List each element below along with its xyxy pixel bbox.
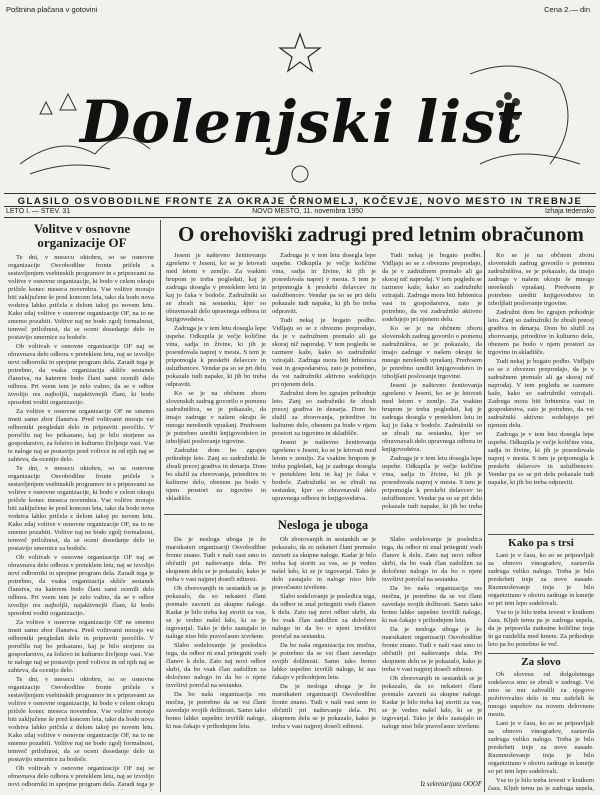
- paragraph: Slabo sodelovanje je posledica tega, da odbor ni znal pritegniti vseh članov k delu. Zato naj novi odbor skrbi, da bo vsak član zadolžen za določeno nalogo in da bo o njeni izvršitvi poročal na sestanku.: [382, 536, 482, 583]
- section-rule: [164, 514, 482, 515]
- paragraph: Lani je v času, ko so se pripravljali za obnovo vinogradov, zastavila zadruga veliko nalogo. Treba je bilo preskrbeti trsje za nove nasade. Razmnoževanje trsja je bilo organizirano v okviru zadruge in kmetje so pri tem lepo sodelovali.: [488, 552, 594, 607]
- paragraph: Tudi nekaj je bogato podbo. Vidljaju so se z obvezno preprodajo, da je v zadružnem premalo ali ga skoraj nič naprodaj. V tem pogledu se razmere kaže, kako so zadružniki vztrajali. Zadruga mora biti hrbtenica vasi in gospodarstva, zato je potrebno, da vsi zadružniki aktivno sodelujejo pri njenem delu.: [272, 317, 376, 388]
- main-headline: O orehoviški zadrugi pred letnim obračunom: [178, 222, 584, 246]
- column-divider: [160, 220, 161, 792]
- issue-info-bar: [6, 208, 594, 215]
- paragraph: Ob volitvah v osnovne organizacije OF naj se obravnava delo odbora v preteklem letu, naj se izvolijo novi odborniki in sprejme program dela. Zaradi tega je potrebno, da vsaka organizacija skliče sestanek članstva, na katerem bodo člani sami ocenili delo odbora. Pri vsem tem je zelo važno, da se v odbor izvolijo res najboljši, najaktivnejši člani, ki bodo sposobni voditi organizacijo.: [8, 554, 154, 617]
- masthead-rule: [4, 193, 596, 194]
- paragraph: Ko se je na občnem zboru slovenskih zadrug govorilo o pomenu zadružništva, se je pokazalo, da imajo zadruge v našem okraju še mnogo nerešenih vprašanj. Predvsem je potrebno urediti knjigovodstvo in izboljšati poslovanje trgovine.: [166, 390, 266, 445]
- postage-note: Poštnina plačana v gotovini: [6, 5, 98, 14]
- paragraph: Da bo naša organizacija res močna, je potrebno da se vsi člani zavedajo svojih dolžnosti. Samo tako bomo lahko uspešno izvršili naloge, ki nas čakajo v prihodnjem letu.: [166, 691, 266, 730]
- za-slovo-body: [488, 671, 594, 791]
- newspaper-title: Dolenjski list: [80, 88, 524, 156]
- paragraph: Zadruga je v tem letu dosegla lepe uspehe. Odkupila je večje količine vina, sadja in živine, ki jih je posredovala naprej v mesta. S tem je pripomogla k preskrbi delavcev in uslužbencev. Vendar pa so se pri delu pokazale tudi napake, ki jih bo treba: [382, 455, 482, 510]
- section-rule: [488, 653, 594, 654]
- paragraph: Zadružni dom bo zgrajen prihodnje leto. Zanj so zadružniki že zbrali precej gradiva in denarja. Dom bo služil za zborovanja, prireditve in kulturno delo, obenem pa bodo v njem prostori za trgovino in skladišče.: [272, 390, 376, 437]
- paragraph: Slabo sodelovanje je posledica tega, da odbor ni znal pritegniti vseh članov k delu. Zato naj novi odbor skrbi, da bo vsak član zadolžen za določeno nalogo in da bo o njeni izvršitvi poročal na sestanku.: [272, 593, 376, 640]
- paragraph: Da bo naša organizacija res močna, je potrebno da se vsi člani zavedajo svojih dolžnosti. Samo tako bomo lahko uspešno izvršili naloge, ki nas čakajo v prihodnjem letu.: [382, 585, 482, 624]
- paragraph: Ko se je na občnem zboru slovenskih zadrug govorilo o pomenu zadružništva, se je pokazalo, da imajo zadruge v našem okraju še mnogo nerešenih vprašanj. Predvsem je potrebno urediti knjigovodstvo in izboljšati poslovanje trgovine.: [382, 325, 482, 380]
- left-article-title: Volitve v osnovne organizacije OF: [33, 221, 131, 250]
- newspaper-subtitle: GLASILO OSVOBODILNE FRONTE ZA OKRAJE ČRNOMELJ, KOČEVJE, NOVO MESTO IN TREBNJE: [17, 196, 583, 207]
- paragraph: Te dni, v mesecu oktobru, so se osnovne organizacije Osvobodilne fronte pričele s sestavljenjem vsebinskih programov in s pripravami za volitve v osnovne organizacije, ki bodo v celem okraju pričele konec meseca novembra. Vse volitve morajo biti zaključene še pred koncem leta, tako da bodo nova vodstva lahko pričela z delom takoj po novem letu. Kako zdaj volitve v osnovne organizacije OF, na to ne smemo pozabiti. Volitve naj ne bodo zgolj formalnost, temveč priložnost, da se oceni dosedanje delo in postavijo smernice za bodoče.: [8, 465, 154, 552]
- main-article-col-1: [166, 252, 266, 510]
- main-article-col-3: [382, 252, 482, 510]
- paragraph: Te dni, v mesecu oktobru, so se osnovne organizacije Osvobodilne fronte pričele s sestavljenjem vsebinskih programov in s pripravami za volitve v osnovne organizacije, ki bodo v celem okraju pričele konec meseca novembra. Vse volitve morajo biti zaključene še pred koncem leta, tako da bodo nova vodstva lahko pričela z delom takoj po novem letu. Kako zdaj volitve v osnovne organizacije OF, na to ne smemo pozabiti. Volitve naj ne bodo zgolj formalnost, temveč priložnost, da se oceni dosedanje delo in postavijo smernice za bodoče.: [8, 676, 154, 763]
- paragraph: Da bo naša organizacija res močna, je potrebno da se vsi člani zavedajo svojih dolžnosti. Samo tako bomo lahko uspešno izvršili naloge, ki nas čakajo v prihodnjem letu.: [272, 642, 376, 681]
- kako-body: [488, 552, 594, 650]
- paragraph: Za volitve v osnovne organizacije OF ne smemo imeti samo zbor članstva. Pred volitvami morajo vsi odborniki pregledati delo in pripraviti poročilo. V poročilu naj bo prikazano, kaj je bilo storjeno za gospodarstvo, za šolstvo in kulturno življenje vasi. Vse te naloge naj se postavijo pred volivce in od njih naj se zahteva, da ocenijo delo.: [8, 408, 154, 463]
- paragraph: Zadruga je v tem letu dosegla lepe uspehe. Odkupila je večje količine vina, sadja in živine, ki jih je posredovala naprej v mesta. S tem je pripomogla k preskrbi delavcev in uslužbencev. Vendar pa so se pri delu pokazale tudi napake, ki jih bo treba odpraviti.: [272, 252, 376, 315]
- nesloga-col-2: [272, 536, 376, 790]
- paragraph: Da je nesloga uboga je že marsikateri organizaciji Osvobodilne fronte znano. Tudi v naši vasi smo to občutili pri naštevanju dela. Pri skupnem delu se je pokazalo, kako je treba v vasi najprej doseči edinost.: [166, 536, 266, 583]
- star-icon: [280, 34, 320, 71]
- za-slovo-title: Za slovo: [521, 656, 561, 668]
- paragraph: Jeseni je naštevno ženitovanja zgrešeno v Jeseni, ko se je letovati med letom v zemljo. Za vsakim hrupom je treba pogledati, kaj je zadruga dosegla v preteklem letu in kaj jo čaka v bodoče. Zadružniki so se zbrali na sestanku, kjer so obravnavali delo upravnega odbora in knjigovodstva.: [166, 252, 266, 323]
- paragraph: Lani je v času, ko so se pripravljali za obnovo vinogradov, zastavila zadruga veliko nalogo. Treba je bilo preskrbeti trsje za nove nasade. Razmnoževanje trsja je bilo organizirano v okviru zadruge in kmetje so pri tem lepo sodelovali.: [488, 720, 594, 775]
- paragraph: Zadružni dom bo zgrajen prihodnje leto. Zanj so zadružniki že zbrali precej gradiva in denarja. Dom bo služil za zborovanja, prireditve in kulturno delo, obenem pa bodo v njem prostori za trgovino in skladišče.: [166, 447, 266, 502]
- paragraph: Ob volitvah v osnovne organizacije OF naj se obravnava delo odbora v preteklem letu, naj se izvolijo novi odborniki in sprejme program dela. Zaradi tega je potrebno, da vsaka organizacija skliče sestanek članstva, na katerem bodo člani sami ocenili delo odbora. Pri vsem tem je zelo važno, da se v odbor izvolijo res najboljši, najaktivnejši člani, ki bodo sposobni voditi organizacijo.: [8, 343, 154, 406]
- paragraph: Zadruga je v tem letu dosegla lepe uspehe. Odkupila je večje količine vina, sadja in živine, ki jih je posredovala naprej v mesta. S tem je pripomogla k preskrbi delavcev in uslužbencev. Vendar pa so se pri delu pokazale tudi napake, ki jih bo treba odpraviti.: [166, 325, 266, 388]
- paragraph: Vse to je bilo treba izvesti v kratkem času. Kljub temu pa je zadruga uspela, da je pripravila zadostne količine trsja in ga razdelila med kmete. Za prihodnje leto pa bo potrebno še več.: [488, 609, 594, 648]
- main-article-col-4: [488, 252, 594, 532]
- section-rule: [488, 534, 594, 535]
- issue-number: LETO I. — ŠTEV. 31: [6, 208, 71, 215]
- issue-place-date: NOVO MESTO, 11. novembra 1950: [252, 208, 364, 215]
- paragraph: Za volitve v osnovne organizacije OF ne smemo imeti samo zbor članstva. Pred volitvami morajo vsi odborniki pregledati delo in pripraviti poročilo. V poročilu naj bo prikazano, kaj je bilo storjeno za gospodarstvo, za šolstvo in kulturno življenje vasi. Vse te naloge naj se postavijo pred volivce in od njih naj se zahteva, da ocenijo delo.: [8, 619, 154, 674]
- subtitle-rule: [4, 206, 596, 207]
- nesloga-title: Nesloga je uboga: [277, 518, 369, 532]
- paragraph: Vse to je bilo treba izvesti v kratkem času. Kljub temu pa je zadruga uspela,: [488, 777, 594, 791]
- kako-title: Kako pa s trsi: [508, 537, 574, 549]
- paragraph: Ob slovesu od dolgoletnega sodelavca smo se zbrali v zadrugi. Vsi smo se mu zahvalili za njegovo požrtvovalno delo in mu zaželeli še mnogo uspehov na novem delovnem mestu.: [488, 671, 594, 718]
- left-article-body: [8, 254, 154, 790]
- paragraph: Jeseni je naštevno ženitovanja zgrešeno v Jeseni, ko se je letovati med letom v zemljo. Za vsakim hrupom je treba pogledati, kaj je zadruga dosegla v preteklem letu in kaj jo čaka v bodoče. Zadružniki so se zbrali na sestanku, kjer so obravnavali delo upravnega odbora in knjigovodstva.: [382, 382, 482, 453]
- paragraph: Ob zborovanjih in sestankih se je pokazalo, da so nekateri člani premalo zavzeti za skupne naloge. Kadar je bilo treba kaj storiti za vas, se je vedno našel kdo, ki se je izgovarjal. Tako je delo zastajalo in naloge niso bile pravočasno izvršene.: [382, 675, 482, 730]
- paragraph: Te dni, v mesecu oktobru, so se osnovne organizacije Osvobodilne fronte pričele s sestavljenjem vsebinskih programov in s pripravami za volitve v osnovne organizacije, ki bodo v celem okraju pričele konec meseca novembra. Vse volitve morajo biti zaključene še pred koncem leta, tako da bodo nova vodstva lahko pričela z delom takoj po novem letu. Kako zdaj volitve v osnovne organizacije OF, na to ne smemo pozabiti. Volitve naj ne bodo zgolj formalnost, temveč priložnost, da se oceni dosedanje delo in postavijo smernice za bodoče.: [8, 254, 154, 341]
- paragraph: Ob zborovanjih in sestankih se je pokazalo, da so nekateri člani premalo zavzeti za skupne naloge. Kadar je bilo treba kaj storiti za vas, se je vedno našel kdo, ki se je izgovarjal. Tako je delo zastajalo in naloge niso bile pravočasno izvršene.: [166, 585, 266, 640]
- paragraph: Slabo sodelovanje je posledica tega, da odbor ni znal pritegniti vseh članov k delu. Zato naj novi odbor skrbi, da bo vsak član zadolžen za določeno nalogo in da bo o njeni izvršitvi poročal na sestanku.: [166, 642, 266, 689]
- paragraph: Da je nesloga uboga je že marsikateri organizaciji Osvobodilne fronte znano. Tudi v naši vasi smo to občutili pri naštevanju dela. Pri skupnem delu se je pokazalo, kako je treba v vasi najprej doseči edinost.: [382, 626, 482, 673]
- paragraph: Da je nesloga uboga je že marsikateri organizaciji Osvobodilne fronte znano. Tudi v naši vasi smo to občutili pri naštevanju dela. Pri skupnem delu se je pokazalo, kako je treba v vasi najprej doseči edinost.: [272, 683, 376, 730]
- paragraph: Ob zborovanjih in sestankih se je pokazalo, da so nekateri člani premalo zavzeti za skupne naloge. Kadar je bilo treba kaj storiti za vas, se je vedno našel kdo, ki se je izgovarjal. Tako je delo zastajalo in naloge niso bile pravočasno izvršene.: [272, 536, 376, 591]
- paragraph: Zadružni dom bo zgrajen prihodnje leto. Zanj so zadružniki že zbrali precej gradiva in denarja. Dom bo služil za zborovanja, prireditve in kulturno delo, obenem pa bodo v njem prostori za trgovino in skladišče.: [488, 309, 594, 356]
- nesloga-col-3: [382, 536, 482, 780]
- nesloga-col-1: [166, 536, 266, 790]
- infobar-rule: [4, 217, 596, 218]
- article-signature: Iz sekretarijata OOOF: [420, 781, 482, 788]
- paragraph: Jeseni je naštevno ženitovanja zgrešeno v Jeseni, ko se je letovati med letom v zemljo. Za vsakim hrupom je treba pogledati, kaj je zadruga dosegla v preteklem letu in kaj jo čaka v bodoče. Zadružniki so se zbrali na sestanku, kjer so obravnavali delo upravnega odbora in knjigovodstva.: [272, 439, 376, 502]
- paragraph: Ob volitvah v osnovne organizacije OF naj se obravnava delo odbora v preteklem letu, naj se izvolijo novi odborniki in sprejme program dela. Zaradi tega je: [8, 765, 154, 788]
- paragraph: Tudi nekaj je bogato podbo. Vidljaju so se z obvezno preprodajo, da je v zadružnem premalo ali ga skoraj nič naprodaj. V tem pogledu se razmere kaže, kako so zadružniki vztrajali. Zadruga mora biti hrbtenica vasi in gospodarstva, zato je potrebno, da vsi zadružniki aktivno sodelujejo pri njenem delu.: [488, 358, 594, 429]
- paragraph: Zadruga je v tem letu dosegla lepe uspehe. Odkupila je večje količine vina, sadja in živine, ki jih je posredovala naprej v mesta. S tem je pripomogla k preskrbi delavcev in uslužbencev. Vendar pa so se pri delu pokazale tudi napake, ki jih bo treba odpraviti.: [488, 431, 594, 486]
- paragraph: Tudi nekaj je bogato podbo. Vidljaju so se z obvezno preprodajo, da je v zadružnem premalo ali ga skoraj nič naprodaj. V tem pogledu se razmere kaže, kako so zadružniki vztrajali. Zadruga mora biti hrbtenica vasi in gospodarstva, zato je potrebno, da vsi zadružniki aktivno sodelujejo pri njenem delu.: [382, 252, 482, 323]
- paragraph: Ko se je na občnem zboru slovenskih zadrug govorilo o pomenu zadružništva, se je pokazalo, da imajo zadruge v našem okraju še mnogo nerešenih vprašanj. Predvsem je potrebno urediti knjigovodstvo in izboljšati poslovanje trgovine.: [488, 252, 594, 307]
- price-label: Cena 2.— din: [544, 5, 590, 14]
- column-divider: [484, 250, 485, 792]
- issue-frequency: Izhaja tedensko: [544, 208, 594, 215]
- main-article-col-2: [272, 252, 376, 510]
